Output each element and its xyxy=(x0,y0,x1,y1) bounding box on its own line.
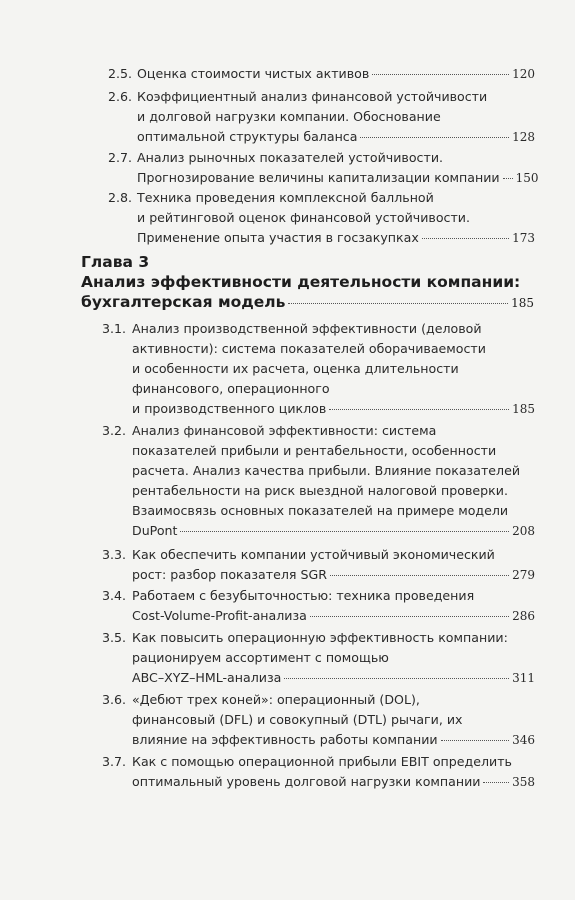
toc-entry-line xyxy=(132,730,535,750)
toc-entry-line: Анализ финансовой эффективности: система xyxy=(132,423,437,438)
toc-entry-line xyxy=(132,606,535,626)
toc-entry-number: 2.8. xyxy=(108,190,133,205)
toc-page-number: 150 xyxy=(515,171,539,185)
leader-dots xyxy=(483,782,509,783)
toc-entry-text: рост: разбор показателя SGR xyxy=(132,567,327,582)
toc-entry-number: 3.4. xyxy=(102,588,127,603)
leader-dots xyxy=(329,409,509,410)
toc-entry-line: рационируем ассортимент с помощью xyxy=(132,650,389,665)
toc-entry-line: и рейтинговой оценок финансовой устойчивости. xyxy=(137,210,470,225)
toc-page-number: 128 xyxy=(512,130,535,144)
toc-entry-line: Анализ рыночных показателей устойчивости. xyxy=(137,150,444,165)
leader-dots xyxy=(372,74,509,75)
toc-entry-body xyxy=(132,421,535,541)
toc-entry-number: 3.6. xyxy=(102,692,127,707)
toc-entry-line: Техника проведения комплексной балльной xyxy=(137,190,434,205)
leader-dots xyxy=(422,238,509,239)
chapter-title-line: Анализ эффективности деятельности компании: xyxy=(81,273,521,291)
toc-entry-number: 3.1. xyxy=(102,321,127,336)
toc-entry-body xyxy=(132,628,535,688)
toc-entry-body xyxy=(132,586,535,626)
toc-entry-line xyxy=(137,228,535,248)
toc-entry-text: и производственного циклов xyxy=(132,401,327,416)
toc-entry-text: DuPont xyxy=(132,523,178,538)
toc-entry-text: оптимальной структуры баланса xyxy=(137,129,358,144)
toc-page-number: 173 xyxy=(512,231,535,245)
toc-entry-line: Взаимосвязь основных показателей на примере модели xyxy=(132,503,509,518)
toc-entry-text: влияние на эффективность работы компании xyxy=(132,732,438,747)
toc-entry-line xyxy=(137,168,539,188)
toc-entry-number: 3.7. xyxy=(102,754,127,769)
toc-entry-body xyxy=(137,148,539,188)
toc-page-number: 311 xyxy=(512,671,535,685)
toc-entry-line xyxy=(132,521,535,541)
toc-entry-text: Оценка стоимости чистых активов xyxy=(137,66,370,81)
toc-entry-line xyxy=(132,772,535,792)
toc-entry-line: активности): система показателей оборачиваемости xyxy=(132,341,486,356)
toc-page-number: 286 xyxy=(512,609,535,623)
toc-entry-line: Анализ производственной эффективности (деловой xyxy=(132,321,482,336)
toc-entry-number: 2.7. xyxy=(108,150,133,165)
toc-entry-line: финансового, операционного xyxy=(132,381,330,396)
chapter-title-last-line xyxy=(81,292,534,313)
toc-entry-body xyxy=(137,87,535,147)
toc-page-number: 208 xyxy=(512,524,535,538)
toc-entry-line: Как обеспечить компании устойчивый экономический xyxy=(132,547,495,562)
toc-entry-body xyxy=(137,188,535,248)
toc-entry-line: и долговой нагрузки компании. Обоснование xyxy=(137,109,441,124)
toc-entry-line: финансовый (DFL) и совокупный (DTL) рычаги, их xyxy=(132,712,463,727)
toc-entry-line: рентабельности на риск выездной налоговой проверки. xyxy=(132,483,508,498)
toc-entry-number: 2.5. xyxy=(108,66,133,81)
toc-page-number: 185 xyxy=(512,402,535,416)
toc-entry-line: Коэффициентный анализ финансовой устойчивости xyxy=(137,89,488,104)
toc-entry-line xyxy=(137,127,535,147)
toc-entry-line: Как повысить операционную эффективность компании: xyxy=(132,630,508,645)
toc-entry-line xyxy=(137,64,535,84)
toc-page-number: 279 xyxy=(512,568,535,582)
leader-dots xyxy=(360,137,509,138)
leader-dots xyxy=(288,303,508,304)
leader-dots xyxy=(284,678,509,679)
toc-entry-line: Как с помощью операционной прибыли EBIT определить xyxy=(132,754,512,769)
chapter-label: Глава 3 xyxy=(81,253,150,271)
toc-entry-body xyxy=(137,64,535,84)
toc-entry-line xyxy=(132,399,535,419)
chapter-title-text: бухгалтерская модель xyxy=(81,293,286,311)
toc-entry-line: расчета. Анализ качества прибыли. Влияние показателей xyxy=(132,463,521,478)
toc-page-number: 358 xyxy=(512,775,535,789)
chapter-heading xyxy=(81,252,534,313)
leader-dots xyxy=(330,575,509,576)
toc-entry-line: Работаем с безубыточностью: техника проведения xyxy=(132,588,475,603)
toc-entry-text: Применение опыта участия в госзакупках xyxy=(137,230,419,245)
toc-entry-body xyxy=(132,319,535,419)
leader-dots xyxy=(503,178,513,179)
leader-dots xyxy=(310,616,509,617)
toc-entry-number: 3.2. xyxy=(102,423,127,438)
toc-entry-text: Прогнозирование величины капитализации компании xyxy=(137,170,500,185)
toc-entry-line xyxy=(132,668,535,688)
toc-entry-line xyxy=(132,565,535,585)
toc-entry-body xyxy=(132,690,535,750)
toc-entry-number: 3.5. xyxy=(102,630,127,645)
toc-entry-number: 3.3. xyxy=(102,547,127,562)
leader-dots xyxy=(180,531,509,532)
toc-entry-line: и особенности их расчета, оценка длительности xyxy=(132,361,459,376)
chapter-page-number: 185 xyxy=(511,296,534,310)
toc-entry-line: «Дебют трех коней»: операционный (DOL), xyxy=(132,692,420,707)
toc-entry-text: оптимальный уровень долговой нагрузки компании xyxy=(132,774,481,789)
toc-entry-line: показателей прибыли и рентабельности, особенности xyxy=(132,443,497,458)
toc-entry-number: 2.6. xyxy=(108,89,133,104)
toc-page-number: 346 xyxy=(512,733,535,747)
toc-entry-body xyxy=(132,545,535,585)
toc-entry-body xyxy=(132,752,535,792)
leader-dots xyxy=(441,740,510,741)
toc-entry-text: Cost-Volume-Profit-анализа xyxy=(132,608,307,623)
toc-entry-text: ABC–XYZ–HML-анализа xyxy=(132,670,282,685)
toc-page-number: 120 xyxy=(512,67,535,81)
